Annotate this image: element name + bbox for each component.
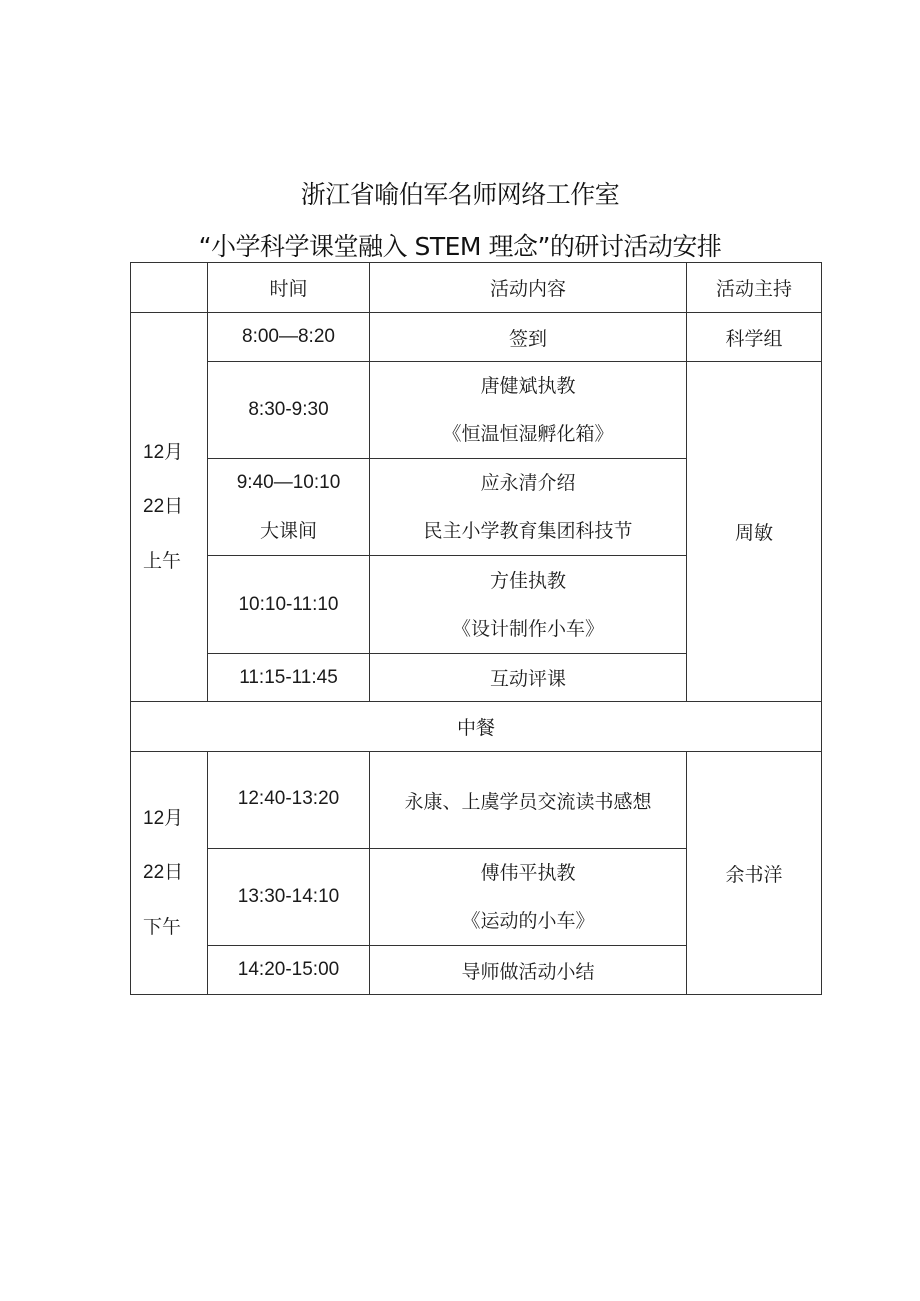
time-cell (208, 459, 370, 556)
title-line-1: 浙江省喻伯军名师网络工作室 (300, 180, 620, 209)
host-cell-merged: 余书洋 (687, 752, 822, 995)
content-cell: 永康、上虞学员交流读书感想 (370, 752, 687, 849)
time-cell: 10:10-11:10 (208, 556, 370, 654)
content-line: 傅伟平执教 (480, 862, 576, 884)
lunch-row (131, 702, 822, 752)
content-cell: 签到 (370, 313, 687, 362)
header-content: 活动内容 (370, 263, 687, 313)
content-line: 民主小学教育集团科技节 (423, 520, 633, 542)
morning-period: 上午 (143, 550, 182, 572)
morning-date-cell (131, 313, 208, 702)
afternoon-date-cell (131, 752, 208, 995)
content-line: 《运动的小车》 (461, 910, 595, 932)
host-cell: 科学组 (687, 313, 822, 362)
header-time: 时间 (208, 263, 370, 313)
content-cell (370, 362, 687, 459)
time-cell: 8:30-9:30 (208, 362, 370, 459)
content-cell (370, 556, 687, 654)
time-cell: 11:15-11:45 (208, 654, 370, 702)
content-line: 应永清介绍 (480, 472, 576, 494)
table-row (131, 313, 822, 362)
time-note: 大课间 (259, 520, 317, 542)
content-line: 《设计制作小车》 (451, 617, 604, 640)
afternoon-month: 12月 (143, 808, 184, 829)
time-cell: 8:00—8:20 (208, 313, 370, 362)
afternoon-day: 22日 (143, 862, 184, 883)
content-line: 唐健斌执教 (480, 375, 576, 397)
content-line: 《恒温恒湿孵化箱》 (442, 423, 614, 445)
content-cell: 导师做活动小结 (370, 946, 687, 995)
title-line-2: “小学科学课堂融入 STEM 理念”的研讨活动安排 (198, 232, 722, 261)
table-row (131, 752, 822, 849)
afternoon-period: 下午 (143, 916, 182, 938)
table-row (131, 362, 822, 459)
time-cell: 14:20-15:00 (208, 946, 370, 995)
time-cell: 12:40-13:20 (208, 752, 370, 849)
time-line: 9:40—10:10 (236, 472, 341, 493)
host-cell-merged: 周敏 (687, 362, 822, 702)
content-cell: 互动评课 (370, 654, 687, 702)
morning-month: 12月 (143, 442, 184, 463)
lunch-cell: 中餐 (131, 702, 822, 752)
content-cell (370, 849, 687, 946)
header-blank (131, 263, 208, 313)
time-cell: 13:30-14:10 (208, 849, 370, 946)
morning-day: 22日 (143, 496, 184, 517)
header-host: 活动主持 (687, 263, 822, 313)
content-cell (370, 459, 687, 556)
content-line: 方佳执教 (489, 569, 566, 592)
header-row (131, 263, 822, 313)
schedule-table (130, 262, 822, 995)
